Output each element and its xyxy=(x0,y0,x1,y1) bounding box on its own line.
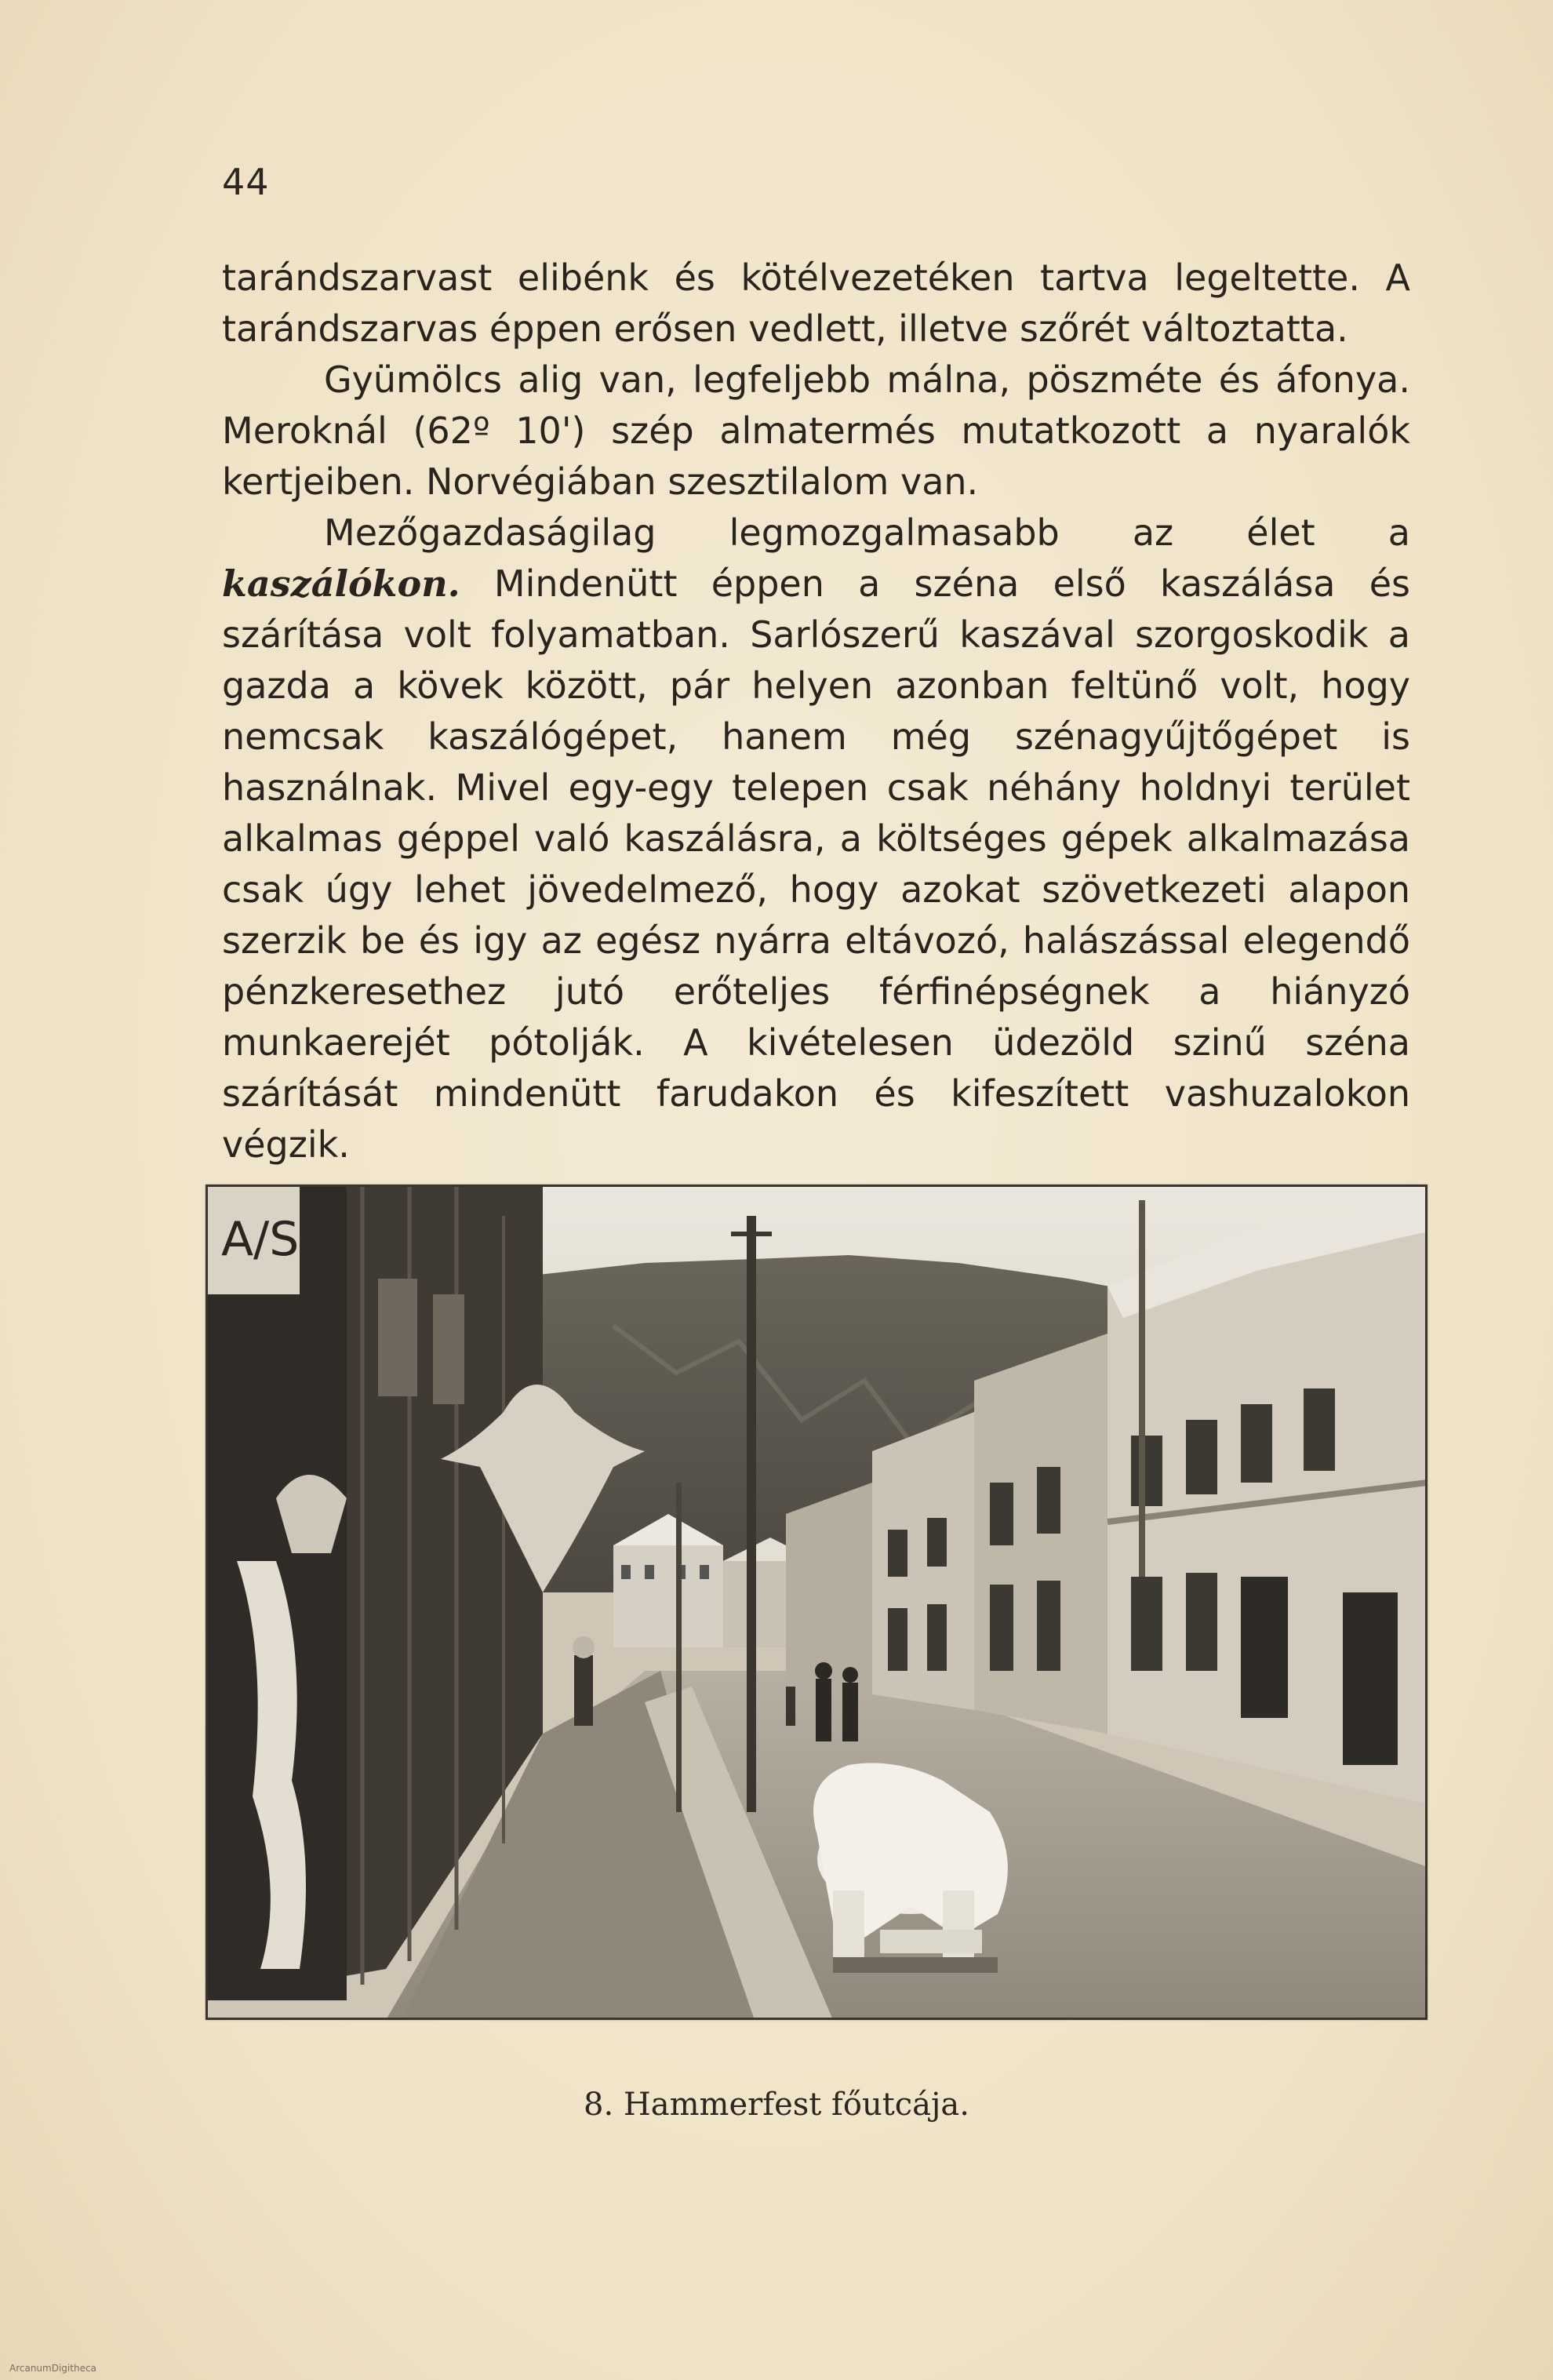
paragraph-3 xyxy=(222,508,1410,1170)
page-number: 44 xyxy=(222,161,270,203)
street-photo-illustration xyxy=(205,1185,1428,2020)
paragraph-1: tarándszarvast elibénk és kötélvezetéken tartva legeltette. A tarándszarvas éppen erősen vedlett, illetve szőrét változtatta. xyxy=(222,257,1410,350)
emphasized-term: kaszálókon. xyxy=(222,562,460,605)
paragraph-2: Gyümölcs alig van, legfeljebb málna, pöszméte és áfonya. Meroknál (62º 10') szép almatermés mutatkozott a nyaralók kertjeiben. Norvégiában szesztilalom van. xyxy=(222,358,1410,503)
paragraph-3-lead: Mezőgazdaságilag legmozgalmasabb az élet a xyxy=(324,511,1410,554)
figure-caption: 8. Hammerfest főutcája. xyxy=(584,2087,969,2123)
shop-sign-text: A/S xyxy=(221,1212,300,1267)
body-text xyxy=(222,253,1410,1170)
street-photograph xyxy=(205,1185,1428,2020)
paragraph-3-rest: Mindenütt éppen a széna első kaszálása és szárítása volt folyamatban. Sarlószerű kaszával szorgoskodik a gazda a kövek között, pár helyen azonban feltünő volt, hogy nemcsak kaszálógépet, hanem még szénagyűjtőgépet is használnak. Mivel egy-egy telepen csak néhány holdnyi terület alkalmas géppel való kaszálásra, a költséges gépek alkalmazása csak úgy lehet jövedelmező, hogy azokat szövetkezeti alapon szerzik be és igy az egész nyárra eltávozó, halászással elegendő pénzkeresethez jutó erőteljes férfinépségnek a hiányzó munkaerejét pótolják. A kivételesen üdezöld szinű széna szárítását mindenütt farudakon és kifeszített vashuzalokon végzik. xyxy=(222,562,1410,1166)
digitization-watermark: ArcanumDigitheca xyxy=(9,2363,96,2374)
